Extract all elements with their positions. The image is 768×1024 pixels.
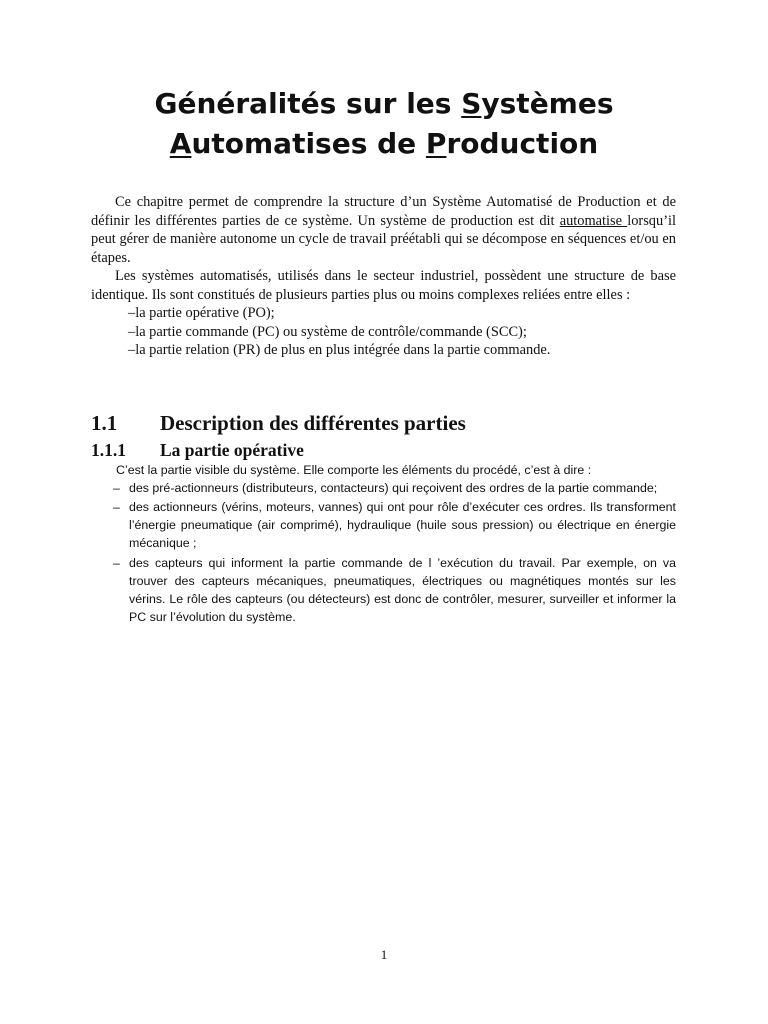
subsection-title: La partie opérative (160, 440, 304, 460)
intro-paragraph-1: Ce chapitre permet de comprendre la structure d’un Système Automatisé de Production et de définir les différentes parties de ce système. Un système de production est dit automatise lorsqu’il peut gérer de manière autonome un cycle de travail préétabli qui se décompose en séquences et/ou en étapes. (91, 194, 676, 266)
section-number: 1.1 (91, 411, 118, 435)
subsection-body (113, 461, 676, 627)
list-item: – des capteurs qui informent la partie commande de l ’exécution du travail. Par exemple, on va trouver des capteurs mécaniques, pneumatiques, électriques ou magnétiques montés sur les vérins. Le rôle des capteurs (ou détecteurs) est donc de contrôler, mesurer, surveiller et informer la PC sur l’évolution du système. (113, 556, 676, 624)
section-heading (91, 410, 691, 436)
intro-paragraph-2: Les systèmes automatisés, utilisés dans le secteur industriel, possèdent une structure de base identique. Ils sont constitués de plusieurs parties plus ou moins complexes reliées entre elles : (91, 268, 676, 303)
list-item: –la partie commande (PC) ou système de contrôle/commande (SCC); (128, 323, 527, 340)
body-lead: C’est la partie visible du système. Elle comporte les éléments du procédé, c’est à dire : (116, 463, 592, 477)
dash-bullet: – (113, 481, 120, 495)
subsection-number: 1.1.1 (91, 440, 126, 460)
components-list (113, 479, 676, 626)
list-item: – des actionneurs (vérins, moteurs, vannes) qui ont pour rôle d’exécuter ces ordres. Ils transforment l’énergie pneumatique (air comprimé), hydraulique (huile sous pression) ou électrique en énergie mécanique ; (113, 500, 676, 550)
section-title: Description des différentes parties (160, 411, 466, 435)
list-item: –la partie relation (PR) de plus en plus intégrée dans la partie commande. (128, 342, 551, 358)
title-line-2: Automatises de Production (169, 127, 599, 160)
page-number: 1 (380, 947, 388, 962)
list-item: –la partie opérative (PO); (128, 305, 275, 321)
title-line-1: Généralités sur les Systèmes (154, 87, 614, 120)
subsection-heading (91, 439, 691, 461)
document-title (0, 84, 768, 164)
intro-text (91, 193, 676, 360)
parts-list (91, 304, 676, 360)
dash-bullet: – (113, 500, 120, 514)
dash-bullet: – (113, 556, 120, 570)
list-item: – des pré-actionneurs (distributeurs, contacteurs) qui reçoivent des ordres de la partie commande; (113, 481, 658, 495)
